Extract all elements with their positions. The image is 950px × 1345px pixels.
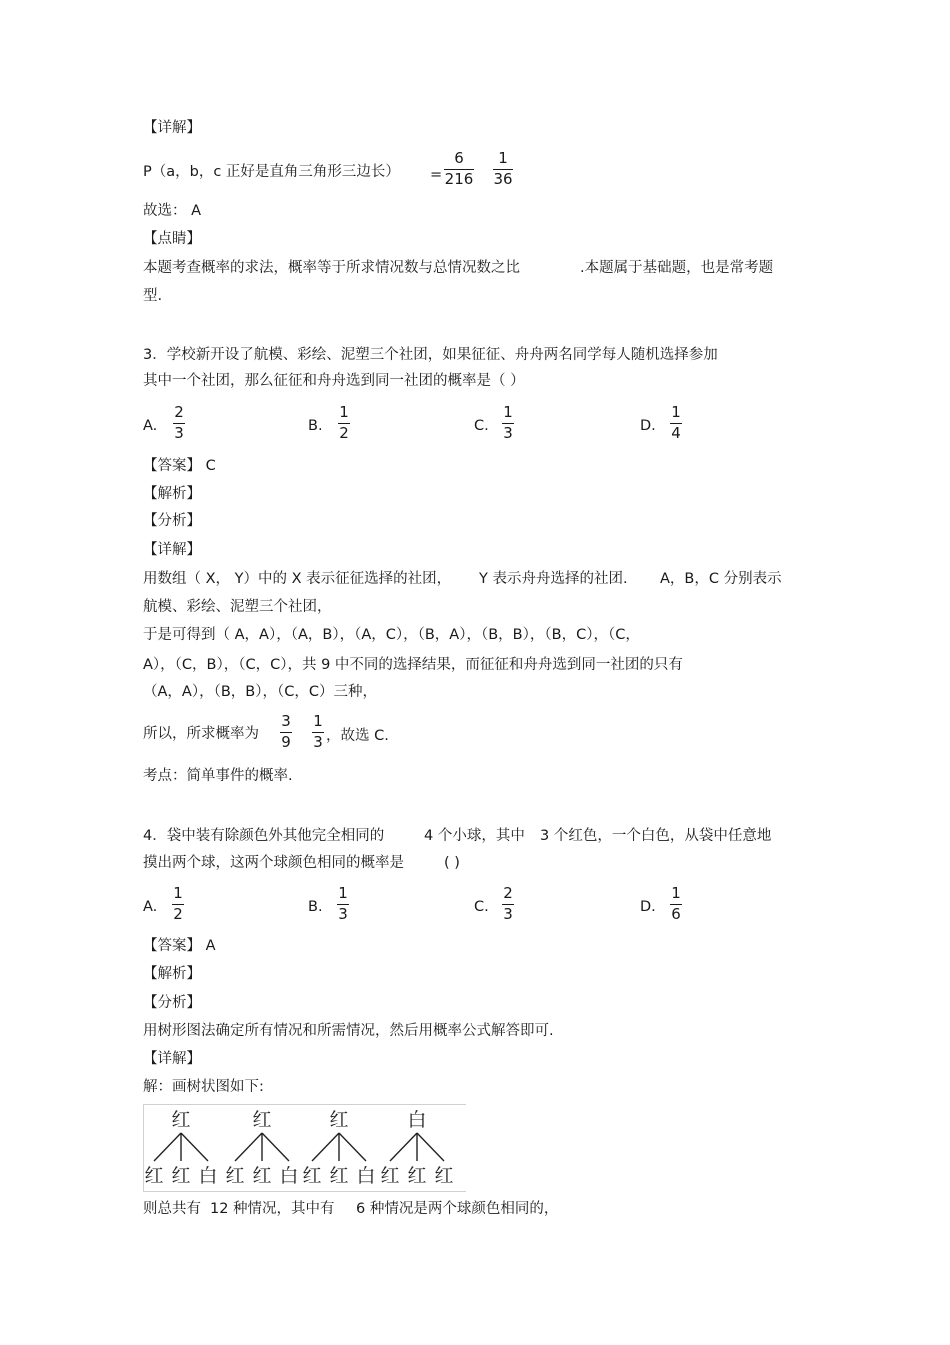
detail-heading: 【详解】	[143, 120, 201, 136]
probability-formula-text: P（a，b，c 正好是直角三角形三边长）	[143, 164, 400, 180]
fraction-denominator: 2	[339, 424, 349, 442]
fraction-numerator: 1	[503, 403, 513, 421]
tree-root-node: 红	[329, 1109, 349, 1131]
q4-jiexi-heading: 【解析】	[143, 966, 201, 982]
q4-total-c: 6 种情况是两个球颜色相同的，	[356, 1201, 559, 1217]
q4-xiangjie-heading: 【详解】	[143, 1051, 201, 1067]
tree-root-node: 红	[171, 1109, 191, 1131]
fraction-denominator: 6	[671, 905, 681, 923]
q3-option-c-label: C.	[474, 418, 489, 434]
tree-leaf-node: 红	[380, 1165, 400, 1187]
tree-branch	[417, 1133, 444, 1161]
fraction-denominator: 3	[503, 905, 513, 923]
q3-conclusion-text: 所以，所求概率为	[143, 726, 259, 742]
tree-diagram-svg	[144, 1105, 466, 1191]
q4-fenxi-heading: 【分析】	[143, 995, 201, 1011]
fraction-denominator: 3	[503, 424, 513, 442]
summary-line-1a: 本题考查概率的求法，概率等于所求情况数与总情况数之比	[143, 260, 520, 276]
tree-branch	[235, 1133, 262, 1161]
q4-fenxi-text: 用树形图法确定所有情况和所需情况，然后用概率公式解答即可.	[143, 1023, 554, 1039]
tree-diagram	[143, 1104, 466, 1192]
fraction-numerator: 1	[498, 149, 508, 167]
q3-option-c-fraction	[488, 404, 528, 442]
tree-branch	[181, 1133, 208, 1161]
q4-stem-line-1b: 4 个小球，其中	[424, 828, 525, 844]
q3-fenxi-heading: 【分析】	[143, 513, 201, 529]
tree-leaf-node: 红	[407, 1165, 427, 1187]
tree-leaf-node: 红	[252, 1165, 272, 1187]
fraction-1-36	[483, 150, 523, 188]
q3-conclusion-tail: ，故选 C.	[326, 728, 389, 744]
q4-option-b-label: B.	[308, 899, 323, 915]
q3-detail-line-1a: 用数组（ X， Y）中的 X 表示征征选择的社团，	[143, 571, 452, 587]
q3-xiangjie-heading: 【详解】	[143, 542, 201, 558]
q4-stem-line-1a: 4．袋中装有除颜色外其他完全相同的	[143, 828, 385, 844]
tree-branch	[312, 1133, 339, 1161]
tree-branch	[154, 1133, 181, 1161]
equals-sign: =	[430, 167, 443, 183]
tree-leaf-node: 红	[144, 1165, 164, 1187]
tree-branch	[339, 1133, 366, 1161]
q3-detail-line-1c: A，B，C 分别表示	[660, 571, 782, 587]
q4-stem-line-2a: 摸出两个球，这两个球颜色相同的概率是	[143, 855, 404, 871]
fraction-denominator: 36	[493, 170, 513, 188]
summary-line-1b: .本题属于基础题，也是常考题	[580, 260, 774, 276]
q3-option-b-fraction	[324, 404, 364, 442]
q3-detail-line-4: A），（C，B），（C，C），共 9 中不同的选择结果，而征征和舟舟选到同一社团的只有	[143, 657, 683, 673]
fraction-numerator: 1	[671, 403, 681, 421]
q3-answer: 【答案】 C	[143, 458, 216, 474]
tree-branch	[390, 1133, 417, 1161]
q3-detail-line-3: 于是可得到（ A，A），（A，B），（A，C），（B，A），（B，B），（B，C），（C，	[143, 627, 640, 643]
fraction-numerator: 3	[281, 712, 291, 730]
fraction-denominator: 2	[173, 905, 183, 923]
fraction-numerator: 2	[503, 884, 513, 902]
fraction-denominator: 3	[313, 733, 323, 751]
q4-option-a-label: A.	[143, 899, 158, 915]
fraction-numerator: 1	[313, 712, 323, 730]
q4-option-b-fraction	[323, 885, 363, 923]
tree-leaf-node: 红	[329, 1165, 349, 1187]
q4-stem-line-2b: ( )	[444, 855, 460, 871]
q4-solution-intro: 解：画树状图如下:	[143, 1079, 264, 1095]
fraction-denominator: 216	[444, 170, 474, 188]
tree-leaf-node: 白	[279, 1165, 299, 1187]
tree-leaf-node: 白	[198, 1165, 218, 1187]
fraction-numerator: 1	[339, 403, 349, 421]
fraction-numerator: 1	[173, 884, 183, 902]
q3-option-a-fraction	[159, 404, 199, 442]
fraction-numerator: 2	[174, 403, 184, 421]
tree-root-node: 白	[407, 1109, 427, 1131]
tree-leaf-node: 红	[302, 1165, 322, 1187]
q3-detail-line-5: （A，A），（B，B），（C，C）三种，	[143, 684, 377, 700]
q3-kaodian: 考点：简单事件的概率.	[143, 768, 293, 784]
q3-option-d-fraction	[656, 404, 696, 442]
q3-stem-line-2: 其中一个社团，那么征征和舟舟选到同一社团的概率是（ ）	[143, 373, 525, 389]
q3-detail-line-1b: Y 表示舟舟选择的社团.	[479, 571, 628, 587]
q3-stem-line-1: 3．学校新开设了航模、彩绘、泥塑三个社团，如果征征、舟舟两名同学每人随机选择参加	[143, 347, 718, 363]
q4-answer: 【答案】 A	[143, 938, 216, 954]
summary-line-2: 型.	[143, 288, 163, 304]
q4-option-d-fraction	[656, 885, 696, 923]
tree-leaf-node: 白	[356, 1165, 376, 1187]
q3-jiexi-heading: 【解析】	[143, 486, 201, 502]
dianjing-heading: 【点睛】	[143, 231, 201, 247]
tree-root-node: 红	[252, 1109, 272, 1131]
tree-leaf-node: 红	[171, 1165, 191, 1187]
q3-option-d-label: D.	[640, 418, 656, 434]
q4-option-c-fraction	[488, 885, 528, 923]
q4-option-d-label: D.	[640, 899, 656, 915]
fraction-denominator: 3	[338, 905, 348, 923]
q3-option-a-label: A.	[143, 418, 158, 434]
tree-leaf-node: 红	[225, 1165, 245, 1187]
choose-answer: 故选： A	[143, 203, 202, 219]
q4-stem-line-1c: 3 个红色，一个白色，从袋中任意地	[540, 828, 772, 844]
fraction-6-216	[439, 150, 479, 188]
fraction-denominator: 4	[671, 424, 681, 442]
q3-detail-line-2: 航模、彩绘、泥塑三个社团，	[143, 599, 332, 615]
q4-option-a-fraction	[158, 885, 198, 923]
q4-total-a: 则总共有	[143, 1201, 201, 1217]
q4-option-c-label: C.	[474, 899, 489, 915]
fraction-numerator: 1	[338, 884, 348, 902]
q4-total-b: 12 种情况，其中有	[210, 1201, 335, 1217]
fraction-denominator: 3	[174, 424, 184, 442]
q3-option-b-label: B.	[308, 418, 323, 434]
fraction-numerator: 1	[671, 884, 681, 902]
tree-branch	[262, 1133, 289, 1161]
tree-leaf-node: 红	[434, 1165, 454, 1187]
fraction-numerator: 6	[454, 149, 464, 167]
fraction-denominator: 9	[281, 733, 291, 751]
